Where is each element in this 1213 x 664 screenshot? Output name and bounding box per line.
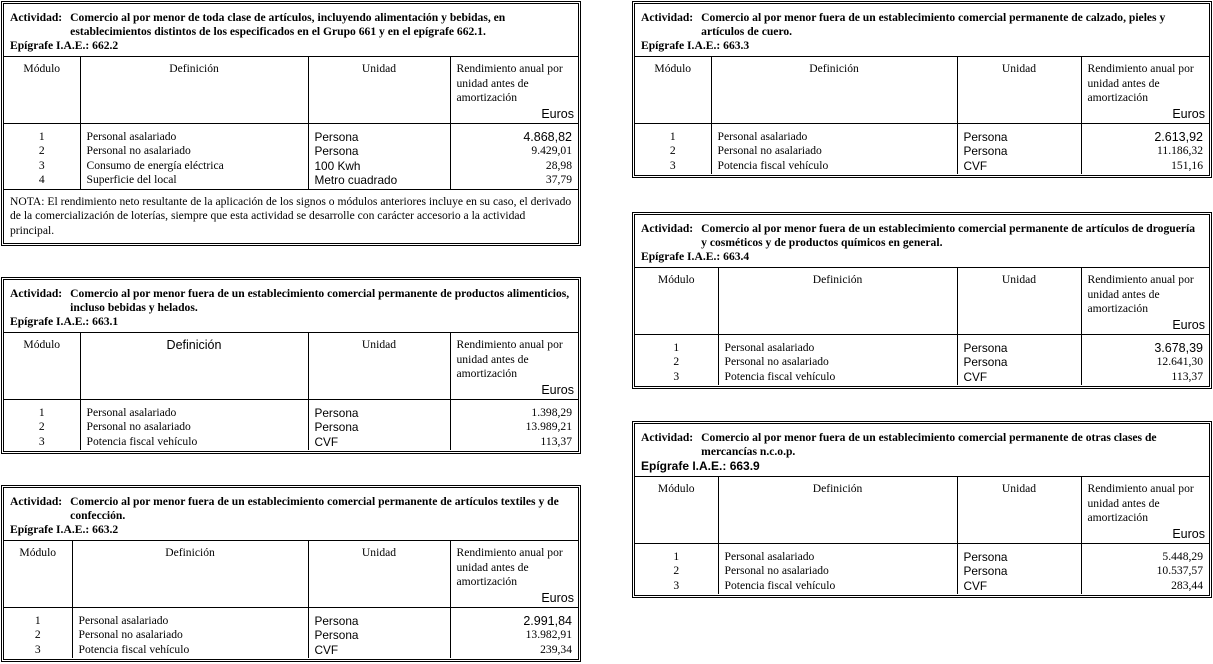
activity-label: Actividad: — [10, 11, 63, 24]
cell-modulo: 1 — [635, 544, 718, 565]
activity-header — [4, 4, 578, 57]
header-definicion: Definición — [80, 57, 308, 124]
header-unidad: Unidad — [957, 268, 1081, 335]
cell-rendimiento: 239,34 — [540, 642, 572, 656]
cell-definicion: Personal asalariado — [80, 400, 308, 421]
cell-unidad: Persona — [308, 124, 450, 145]
modules-table — [635, 268, 1209, 385]
cell-rendimiento: 113,37 — [1171, 369, 1203, 383]
table-row — [635, 544, 1209, 565]
cell-rendimiento: 13.982,91 — [525, 628, 572, 642]
epigrafe-code: 663.4 — [723, 250, 750, 263]
cell-unidad: Persona — [957, 355, 1081, 369]
header-modulo: Módulo — [635, 268, 718, 335]
cell-unidad: Persona — [957, 544, 1081, 565]
header-unidad: Unidad — [308, 541, 450, 608]
table-row — [4, 420, 578, 434]
modules-table — [635, 57, 1209, 174]
header-rendimiento: Rendimiento anual por unidad antes de amortización Euros — [1081, 268, 1209, 335]
cell-definicion: Superficie del local — [80, 173, 308, 188]
cell-modulo: 2 — [635, 564, 718, 578]
table-row — [635, 370, 1209, 385]
header-rendimiento: Rendimiento anual por unidad antes de amortización Euros — [1081, 57, 1209, 124]
cell-definicion: Personal asalariado — [718, 544, 957, 565]
activity-block-663-3 — [632, 1, 1212, 178]
header-modulo: Módulo — [635, 477, 718, 544]
modules-table — [635, 477, 1209, 594]
cell-modulo: 2 — [4, 420, 80, 434]
cell-unidad: Persona — [308, 144, 450, 158]
cell-modulo: 4 — [4, 173, 80, 188]
table-row — [4, 144, 578, 158]
cell-unidad: Persona — [957, 564, 1081, 578]
cell-modulo: 1 — [4, 400, 80, 421]
cell-definicion: Personal no asalariado — [711, 144, 957, 158]
modules-table — [4, 57, 578, 189]
cell-definicion: Personal no asalariado — [80, 144, 308, 158]
activity-description: Comercio al por menor fuera de un establecimiento comercial permanente de otras clases de mercancías n.c.o.p. — [701, 431, 1157, 458]
cell-definicion: Potencia fiscal vehículo — [72, 643, 308, 658]
cell-rendimiento: 11.186,32 — [1157, 144, 1203, 158]
activity-description: Comercio al por menor fuera de un establecimiento comercial permanente de artículos de droguería y cosméticos y de productos químicos en general. — [701, 222, 1196, 249]
epigrafe-code: 663.9 — [729, 459, 760, 473]
header-definicion: Definición — [718, 268, 957, 335]
cell-rendimiento: 113,37 — [540, 434, 572, 448]
table-row — [4, 124, 578, 145]
header-euros: Euros — [541, 590, 574, 605]
header-definicion: Definición — [72, 541, 308, 608]
cell-definicion: Personal asalariado — [718, 335, 957, 356]
cell-rendimiento: 12.641,30 — [1156, 355, 1203, 369]
cell-unidad: Persona — [957, 144, 1081, 158]
cell-rendimiento: 2.613,92 — [1154, 130, 1203, 144]
table-header-row — [4, 333, 578, 400]
header-euros: Euros — [1172, 106, 1205, 121]
cell-modulo: 1 — [4, 124, 80, 145]
activity-header — [4, 280, 578, 333]
cell-rendimiento: 3.678,39 — [1154, 341, 1203, 355]
cell-unidad: Persona — [308, 400, 450, 421]
cell-rendimiento: 2.991,84 — [523, 614, 572, 628]
cell-definicion: Personal no asalariado — [718, 355, 957, 369]
cell-unidad: CVF — [308, 643, 450, 658]
table-row — [4, 173, 578, 188]
cell-unidad: CVF — [308, 435, 450, 450]
cell-rendimiento: 37,79 — [545, 173, 572, 187]
activity-header — [635, 424, 1209, 477]
header-rendimiento: Rendimiento anual por unidad antes de amortización Euros — [1081, 477, 1209, 544]
header-modulo: Módulo — [4, 57, 80, 124]
epigrafe-line — [641, 39, 1201, 53]
cell-modulo: 1 — [635, 124, 711, 145]
cell-unidad: CVF — [957, 370, 1081, 385]
table-row — [4, 643, 578, 658]
header-euros: Euros — [1172, 526, 1205, 541]
header-rendimiento: Rendimiento anual por unidad antes de amortización Euros — [450, 541, 578, 608]
cell-modulo: 3 — [4, 643, 72, 658]
cell-definicion: Personal no asalariado — [72, 628, 308, 642]
activity-description: Comercio al por menor fuera de un establecimiento comercial permanente de calzado, pieles y artículos de cuero. — [701, 11, 1166, 38]
cell-rendimiento: 5.448,29 — [1162, 550, 1203, 563]
cell-definicion: Personal asalariado — [711, 124, 957, 145]
epigrafe-code: 663.1 — [92, 315, 119, 328]
header-euros: Euros — [541, 382, 574, 397]
table-row — [4, 608, 578, 629]
cell-definicion: Potencia fiscal vehículo — [718, 370, 957, 385]
header-definicion: Definición — [80, 333, 308, 400]
header-euros: Euros — [1172, 317, 1205, 332]
cell-unidad: Persona — [957, 335, 1081, 356]
activity-description: Comercio al por menor fuera de un establecimiento comercial permanente de productos alimenticios, incluso bebidas y helados. — [70, 287, 570, 314]
table-header-row — [4, 541, 578, 608]
cell-unidad: CVF — [957, 579, 1081, 594]
cell-rendimiento: 283,44 — [1171, 578, 1203, 592]
cell-unidad: Metro cuadrado — [308, 173, 450, 188]
table-row — [4, 400, 578, 421]
activity-label: Actividad: — [10, 287, 63, 300]
activity-label: Actividad: — [641, 222, 694, 235]
epigrafe-code: 663.2 — [92, 523, 119, 536]
table-row — [4, 628, 578, 642]
epigrafe-line — [10, 39, 570, 53]
cell-modulo: 2 — [4, 628, 72, 642]
cell-definicion: Personal asalariado — [80, 124, 308, 145]
cell-modulo: 3 — [635, 370, 718, 385]
cell-rendimiento: 1.398,29 — [531, 406, 572, 419]
activity-label: Actividad: — [641, 11, 694, 24]
cell-rendimiento: 10.537,57 — [1156, 564, 1203, 578]
table-row — [635, 144, 1209, 158]
activity-description: Comercio al por menor fuera de un establecimiento comercial permanente de artículos textiles y de confección. — [70, 495, 559, 522]
header-unidad: Unidad — [957, 57, 1081, 124]
modules-table — [4, 541, 578, 658]
activity-block-662-2 — [1, 1, 581, 246]
activity-block-663-2 — [1, 485, 581, 662]
cell-modulo: 1 — [635, 335, 718, 356]
cell-modulo: 3 — [4, 435, 80, 450]
cell-unidad: CVF — [957, 159, 1081, 174]
cell-unidad: Persona — [957, 124, 1081, 145]
activity-block-663-9 — [632, 421, 1212, 598]
header-unidad: Unidad — [308, 333, 450, 400]
epigrafe-label: Epígrafe I.A.E.: — [10, 39, 90, 52]
header-definicion: Definición — [718, 477, 957, 544]
modules-table — [4, 333, 578, 450]
cell-unidad: Persona — [308, 608, 450, 629]
table-header-row — [635, 57, 1209, 124]
table-header-row — [635, 268, 1209, 335]
header-unidad: Unidad — [957, 477, 1081, 544]
cell-definicion: Personal no asalariado — [718, 564, 957, 578]
cell-rendimiento: 4.868,82 — [523, 130, 572, 144]
header-unidad: Unidad — [308, 57, 450, 124]
cell-rendimiento: 9.429,01 — [531, 144, 572, 158]
activity-label: Actividad: — [10, 495, 63, 508]
table-row — [4, 159, 578, 173]
nota-text: NOTA: El rendimiento neto resultante de la aplicación de los signos o módulos anteriores incluye en su caso, el derivado de la comercialización de loterías, siempre que esta actividad se desarrolle con carácter accesorio a la actividad principal. — [4, 189, 578, 242]
epigrafe-code: 662.2 — [92, 39, 119, 52]
cell-modulo: 3 — [4, 159, 80, 173]
header-rendimiento: Rendimiento anual por unidad antes de amortización Euros — [450, 57, 578, 124]
epigrafe-label: Epígrafe I.A.E.: — [10, 315, 90, 328]
cell-unidad: 100 Kwh — [308, 159, 450, 173]
activity-header — [4, 488, 578, 541]
epigrafe-code: 663.3 — [723, 39, 750, 52]
activity-description: Comercio al por menor de toda clase de artículos, incluyendo alimentación y bebidas, en establecimientos distintos de los especificados en el Grupo 661 y en el epígrafe 662.1. — [70, 11, 506, 38]
activity-block-663-4 — [632, 212, 1212, 389]
header-modulo: Módulo — [635, 57, 711, 124]
cell-modulo: 2 — [635, 355, 718, 369]
cell-modulo: 2 — [635, 144, 711, 158]
cell-definicion: Potencia fiscal vehículo — [80, 435, 308, 450]
epigrafe-label: Epígrafe I.A.E.: — [10, 523, 90, 536]
header-rendimiento: Rendimiento anual por unidad antes de amortización Euros — [450, 333, 578, 400]
activity-header — [635, 4, 1209, 57]
epigrafe-line — [641, 459, 1201, 473]
cell-definicion: Consumo de energía eléctrica — [80, 159, 308, 173]
table-header-row — [4, 57, 578, 124]
header-modulo: Módulo — [4, 333, 80, 400]
table-row — [635, 124, 1209, 145]
header-modulo: Módulo — [4, 541, 72, 608]
cell-definicion: Potencia fiscal vehículo — [711, 159, 957, 174]
cell-modulo: 2 — [4, 144, 80, 158]
cell-unidad: Persona — [308, 420, 450, 434]
epigrafe-label: Epígrafe I.A.E.: — [641, 39, 721, 52]
epigrafe-line — [641, 250, 1201, 264]
cell-definicion: Personal no asalariado — [80, 420, 308, 434]
cell-rendimiento: 151,16 — [1171, 158, 1203, 172]
table-row — [635, 564, 1209, 578]
epigrafe-line — [10, 315, 570, 329]
table-row — [635, 355, 1209, 369]
table-row — [635, 579, 1209, 594]
header-euros: Euros — [541, 106, 574, 121]
epigrafe-label: Epígrafe I.A.E.: — [641, 250, 721, 263]
activity-header — [635, 215, 1209, 268]
header-definicion: Definición — [711, 57, 957, 124]
table-row — [635, 335, 1209, 356]
epigrafe-label: Epígrafe I.A.E.: — [641, 459, 727, 473]
cell-definicion: Personal asalariado — [72, 608, 308, 629]
table-row — [4, 435, 578, 450]
epigrafe-line — [10, 523, 570, 537]
table-header-row — [635, 477, 1209, 544]
cell-rendimiento: 13.989,21 — [525, 420, 572, 434]
table-row — [635, 159, 1209, 174]
activity-block-663-1 — [1, 277, 581, 454]
cell-definicion: Potencia fiscal vehículo — [718, 579, 957, 594]
cell-modulo: 3 — [635, 579, 718, 594]
cell-rendimiento: 28,98 — [545, 158, 572, 172]
cell-unidad: Persona — [308, 628, 450, 642]
activity-label: Actividad: — [641, 431, 694, 444]
cell-modulo: 3 — [635, 159, 711, 174]
cell-modulo: 1 — [4, 608, 72, 629]
